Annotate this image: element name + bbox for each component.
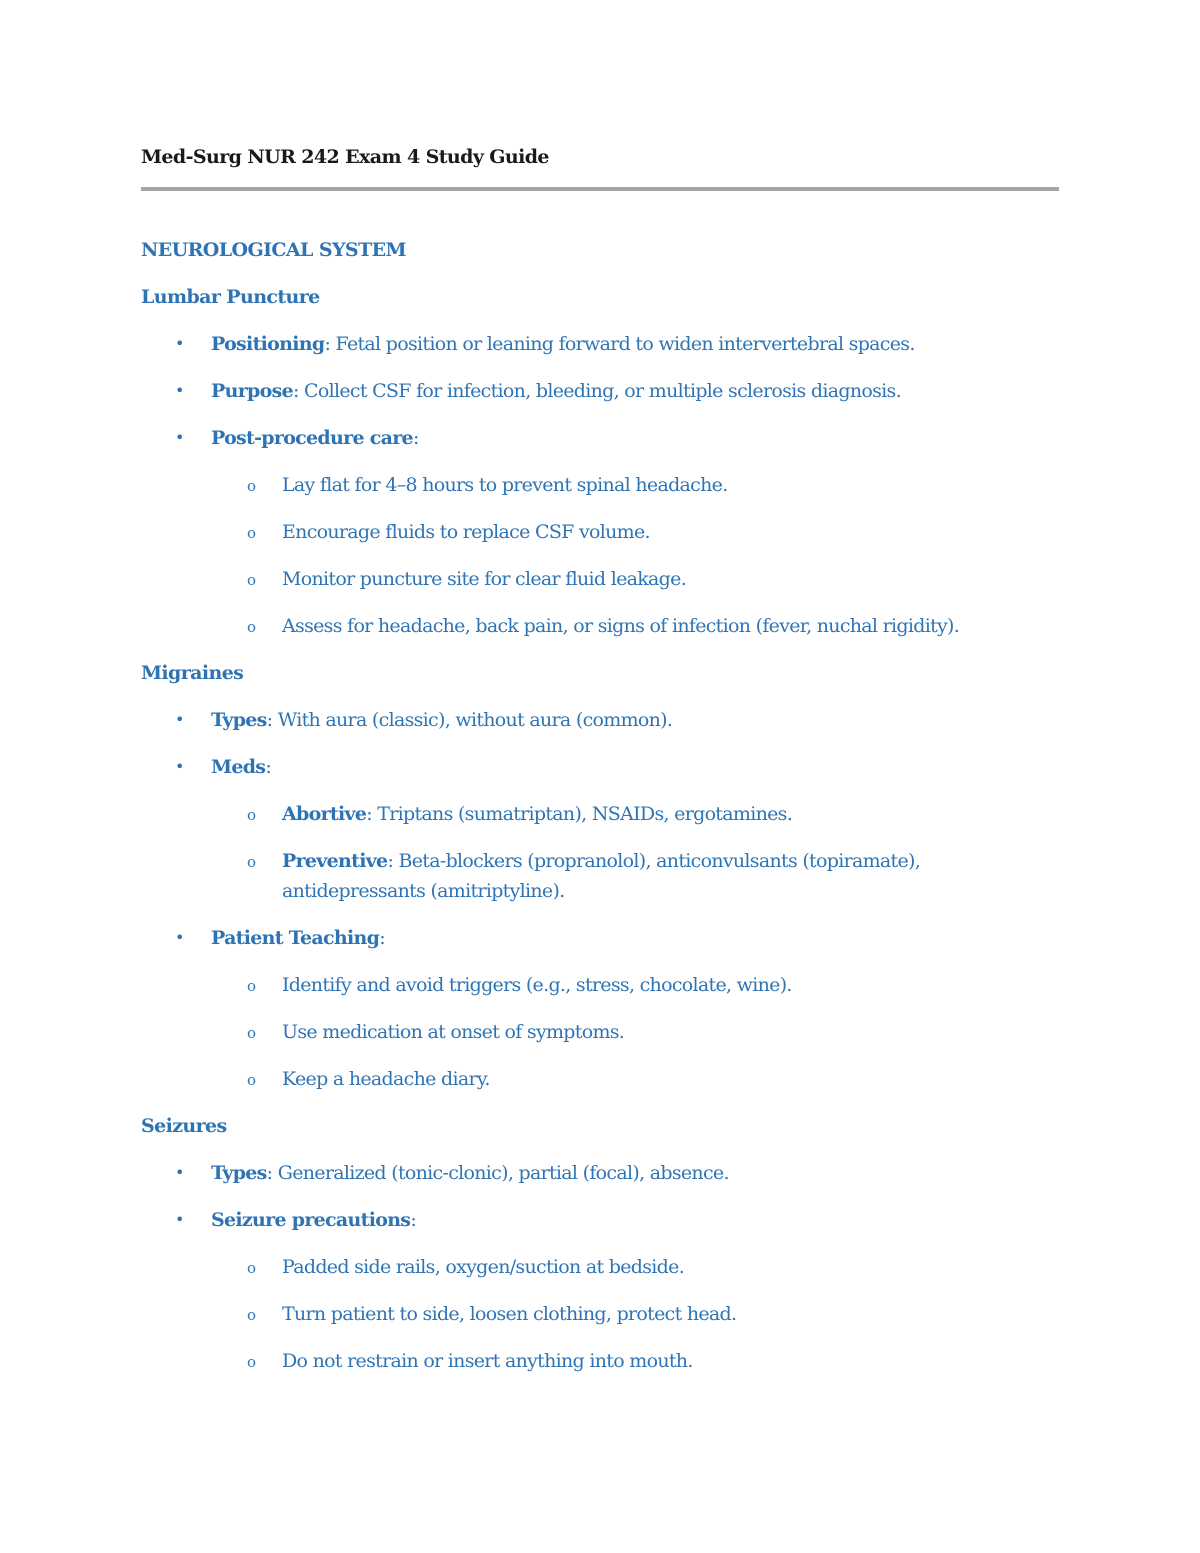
item-text: Padded side rails, oxygen/suction at bedside. bbox=[282, 1256, 685, 1278]
teaching-sublist bbox=[211, 970, 1059, 1094]
item-text: : Beta-blockers (propranolol), anticonvulsants (topiramate), antidepressants (amitriptyline). bbox=[282, 850, 921, 902]
document-page bbox=[141, 140, 1059, 1376]
bullet-icon: • bbox=[175, 334, 184, 353]
item-text: Use medication at onset of symptoms. bbox=[282, 1021, 625, 1043]
sub-bullet-icon: o bbox=[247, 571, 256, 589]
bullet-icon: • bbox=[175, 1210, 184, 1229]
list-item bbox=[141, 923, 1059, 1094]
sub-bullet-icon: o bbox=[247, 1306, 256, 1324]
section-heading-neurological: NEUROLOGICAL SYSTEM bbox=[141, 239, 406, 261]
seizures-list bbox=[141, 1158, 1059, 1376]
list-item bbox=[141, 329, 1059, 359]
term-label: Preventive bbox=[282, 850, 388, 872]
item-text: Identify and avoid triggers (e.g., stress, chocolate, wine). bbox=[282, 974, 792, 996]
item-text: : bbox=[410, 1209, 417, 1231]
sub-list-item bbox=[211, 564, 1059, 594]
sub-list-item bbox=[211, 846, 1059, 906]
item-text: : Triptans (sumatriptan), NSAIDs, ergotamines. bbox=[366, 803, 793, 825]
list-item bbox=[141, 705, 1059, 735]
list-item bbox=[141, 1158, 1059, 1188]
lumbar-puncture-list bbox=[141, 329, 1059, 641]
term-label: Post-procedure care bbox=[211, 427, 413, 449]
sub-list-item bbox=[211, 799, 1059, 829]
sub-bullet-icon: o bbox=[247, 477, 256, 495]
item-text: Monitor puncture site for clear fluid leakage. bbox=[282, 568, 687, 590]
topic-migraines bbox=[141, 658, 1059, 1094]
wrapped-text bbox=[282, 846, 1002, 906]
sub-bullet-icon: o bbox=[247, 618, 256, 636]
item-text: : Fetal position or leaning forward to widen intervertebral spaces. bbox=[324, 333, 915, 355]
item-text: Lay flat for 4–8 hours to prevent spinal headache. bbox=[282, 474, 728, 496]
list-item bbox=[141, 376, 1059, 406]
sub-list-item bbox=[211, 470, 1059, 500]
sub-list-item bbox=[211, 1346, 1059, 1376]
title-rule bbox=[141, 187, 1059, 191]
bullet-icon: • bbox=[175, 428, 184, 447]
item-text: Do not restrain or insert anything into mouth. bbox=[282, 1350, 693, 1372]
term-label: Purpose bbox=[211, 380, 293, 402]
sub-list-item bbox=[211, 1252, 1059, 1282]
item-text: : bbox=[379, 927, 385, 949]
topic-heading-migraines: Migraines bbox=[141, 662, 244, 684]
sub-bullet-icon: o bbox=[247, 1071, 256, 1089]
sub-list-item bbox=[211, 1299, 1059, 1329]
sub-list-item bbox=[211, 970, 1059, 1000]
item-text: Assess for headache, back pain, or signs of infection (fever, nuchal rigidity). bbox=[282, 615, 960, 637]
term-label: Abortive bbox=[282, 803, 367, 825]
term-label: Patient Teaching bbox=[211, 927, 380, 949]
item-text: : bbox=[265, 756, 272, 778]
bullet-icon: • bbox=[175, 1163, 184, 1182]
sub-bullet-icon: o bbox=[247, 806, 256, 824]
document-title: Med-Surg NUR 242 Exam 4 Study Guide bbox=[141, 146, 549, 168]
bullet-icon: • bbox=[175, 710, 184, 729]
term-label: Types bbox=[211, 709, 267, 731]
sub-bullet-icon: o bbox=[247, 977, 256, 995]
bullet-icon: • bbox=[175, 381, 184, 400]
term-label: Positioning bbox=[211, 333, 325, 355]
list-item bbox=[141, 423, 1059, 641]
migraines-list bbox=[141, 705, 1059, 1094]
term-label: Types bbox=[211, 1162, 267, 1184]
term-label: Meds bbox=[211, 756, 266, 778]
meds-sublist bbox=[211, 799, 1059, 906]
sub-bullet-icon: o bbox=[247, 1353, 256, 1371]
item-text: Turn patient to side, loosen clothing, protect head. bbox=[282, 1303, 737, 1325]
sub-bullet-icon: o bbox=[247, 1024, 256, 1042]
item-text: : Collect CSF for infection, bleeding, or multiple sclerosis diagnosis. bbox=[292, 380, 901, 402]
item-text: : Generalized (tonic-clonic), partial (focal), absence. bbox=[266, 1162, 729, 1184]
list-item bbox=[141, 752, 1059, 906]
sub-bullet-icon: o bbox=[247, 1259, 256, 1277]
bullet-icon: • bbox=[175, 928, 184, 947]
topic-lumbar-puncture bbox=[141, 282, 1059, 641]
sub-list-item bbox=[211, 517, 1059, 547]
bullet-icon: • bbox=[175, 757, 184, 776]
sub-bullet-icon: o bbox=[247, 524, 256, 542]
sub-list-item bbox=[211, 1017, 1059, 1047]
post-care-sublist bbox=[211, 470, 1059, 641]
sub-list-item bbox=[211, 1064, 1059, 1094]
term-label: Seizure precautions bbox=[211, 1209, 411, 1231]
item-text: Encourage fluids to replace CSF volume. bbox=[282, 521, 650, 543]
topic-heading-seizures: Seizures bbox=[141, 1115, 227, 1137]
item-text: Keep a headache diary. bbox=[282, 1068, 490, 1090]
topic-seizures bbox=[141, 1111, 1059, 1376]
item-text: : With aura (classic), without aura (common). bbox=[266, 709, 673, 731]
item-text: : bbox=[412, 427, 419, 449]
topic-heading-lumbar-puncture: Lumbar Puncture bbox=[141, 286, 320, 308]
list-item bbox=[141, 1205, 1059, 1376]
sub-bullet-icon: o bbox=[247, 853, 256, 871]
precautions-sublist bbox=[211, 1252, 1059, 1376]
sub-list-item bbox=[211, 611, 1059, 641]
